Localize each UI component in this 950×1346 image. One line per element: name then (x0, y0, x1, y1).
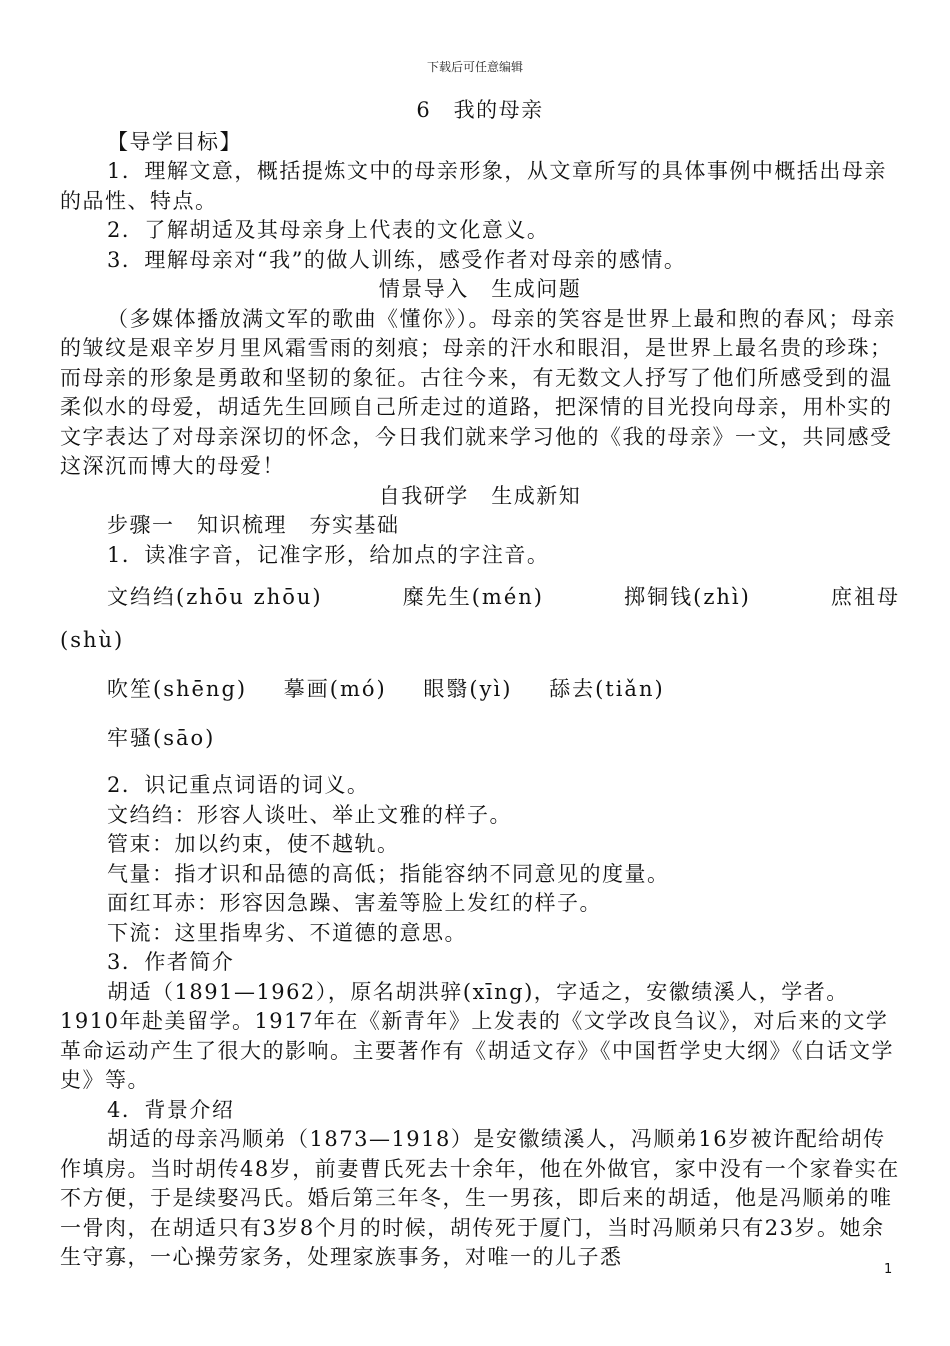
vocab-item: 管束：加以约束，使不越轨。 (107, 832, 400, 856)
pinyin-item: 糜先生(mén) (402, 585, 544, 609)
background-paragraph: 胡适的母亲冯顺弟（1873—1918）是安徽绩溪人，冯顺弟16岁被许配给胡传作填房。当时胡传48岁，前妻曹氏死去十余年，他在外做官，家中没有一个家眷实在不方便，于是续娶冯氏。婚后第三年冬，生一男孩，即后来的胡适，他是冯顺弟的唯一骨肉，在胡适只有3岁8个月的时候，胡传死于厦门，当时冯顺弟只有23岁。她余生守寡，一心操劳家务，处理家族事务，对唯一的儿子悉 (60, 1127, 900, 1269)
pinyin-item: 牢骚(sāo) (107, 725, 216, 750)
vocab-item: 面红耳赤：形容因急躁、害羞等脸上发红的样子。 (107, 891, 602, 915)
pinyin-item: 庶祖母 (830, 585, 900, 609)
document-body (60, 96, 900, 1273)
vocab-item: 气量：指才识和品德的高低；指能容纳不同意见的度量。 (107, 861, 670, 886)
page-number: 1 (884, 1262, 893, 1277)
pinyin-item: 掷铜钱(zhì) (624, 585, 751, 609)
pinyin-item: 眼翳(yì) (423, 676, 513, 701)
vocab-item: 下流：这里指卑劣、不道德的意思。 (107, 920, 467, 945)
objectives-heading: 【导学目标】 (107, 129, 242, 154)
watermark: 下载后可任意编辑 (426, 60, 523, 74)
pinyin-item: 吹笙(shēng) (107, 676, 248, 701)
pinyin-item: 舔去(tiǎn) (549, 676, 665, 701)
question-2: 2．识记重点词语的词义。 (107, 773, 370, 797)
intro-heading: 情景导入 生成问题 (378, 277, 582, 301)
pinyin-item: 摹画(mó) (283, 676, 387, 701)
question-1: 1．读准字音，记准字形，给加点的字注音。 (107, 542, 550, 567)
intro-paragraph: （多媒体播放满文军的歌曲《懂你》）。母亲的笑容是世界上最和煦的春风；母亲的皱纹是艰辛岁月里风霜雪雨的刻痕；母亲的汗水和眼泪，是世界上最名贵的珍珠；而母亲的形象是勇敢和坚韧的象征。古往今来，有无数文人抒写了他们所感受到的温柔似水的母爱，胡适先生回顾自己所走过的道路，把深情的目光投向母亲，用朴实的文字表达了对母亲深切的怀念，今日我们就来学习他的《我的母亲》一文，共同感受这深沉而博大的母爱！ (60, 306, 896, 478)
author-paragraph: 胡适（1891—1962），原名胡洪骍(xīng)，字适之，安徽绩溪人，学者。1910年赴美留学。1917年在《新青年》上发表的《文学改良刍议》，对后来的文学革命运动产生了很大的影响。主要著作有《胡适文存》《中国哲学史大纲》《白话文学史》等。 (60, 979, 894, 1092)
pinyin-item: (shù) (60, 628, 125, 652)
objective-item: 2．了解胡适及其母亲身上代表的文化意义。 (107, 218, 550, 242)
pinyin-row (60, 672, 900, 706)
pinyin-row (60, 580, 900, 614)
study-heading: 自我研学 生成新知 (378, 483, 582, 508)
vocab-item: 文绉绉：形容人谈吐、举止文雅的样子。 (107, 802, 512, 827)
question-3: 3．作者简介 (107, 950, 235, 974)
question-4: 4．背景介绍 (107, 1097, 235, 1122)
pinyin-item: 文绉绉(zhōu zhōu) (107, 585, 323, 609)
objective-item: 1．理解文意，概括提炼文中的母亲形象，从文章所写的具体事例中概括出母亲的品性、特点。 (60, 159, 887, 213)
page-title: 6 我的母亲 (416, 98, 544, 122)
objective-item: 3．理解母亲对“我”的做人训练，感受作者对母亲的感情。 (107, 247, 687, 272)
step1-heading: 步骤一 知识梳理 夯实基础 (107, 513, 400, 537)
